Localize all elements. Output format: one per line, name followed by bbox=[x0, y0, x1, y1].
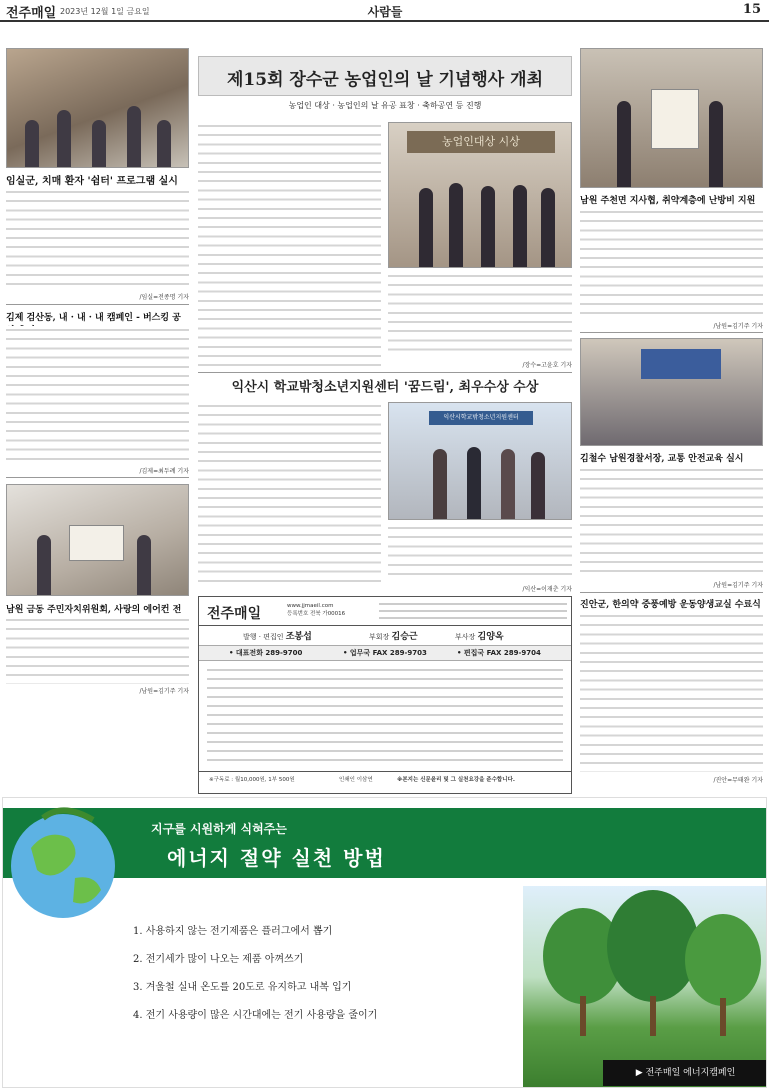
globe-illustration bbox=[3, 798, 133, 938]
tel-main: • 대표전화 289-9700 bbox=[229, 649, 303, 657]
right2-body bbox=[580, 466, 763, 576]
right1-body bbox=[580, 208, 763, 318]
energy-tip-3: 3. 겨울철 실내 온도를 20도로 유지하고 내복 입기 bbox=[133, 982, 352, 993]
right2-byline: /남원=김기주 기자 bbox=[713, 582, 763, 589]
issue-date: 2023년 12월 1일 금요일 bbox=[60, 7, 150, 16]
center2-byline: /익산=이재춘 기자 bbox=[522, 586, 572, 593]
center2-body-col1 bbox=[198, 402, 381, 588]
right3-title: 진안군, 한의약 중풍예방 운동양생교실 수료식 bbox=[580, 600, 761, 610]
main-title-box bbox=[198, 56, 572, 96]
main-body-col2 bbox=[388, 272, 572, 356]
main-photo-banner: 농업인대상 시상 bbox=[407, 131, 555, 153]
vice-name: 김승근 bbox=[391, 632, 418, 642]
branch-directory bbox=[207, 667, 563, 767]
energy-tip-2: 2. 전기세가 많이 나오는 제품 아껴쓰기 bbox=[133, 954, 304, 965]
left1-photo bbox=[6, 48, 189, 168]
main-subtitle: 농업인 대상 · 농업인의 날 유공 표창 · 축하공연 등 진행 bbox=[288, 101, 482, 110]
left1-title: 임실군, 치매 환자 '쉼터' 프로그램 실시 bbox=[6, 176, 178, 187]
left3-byline: /남원=김기주 기자 bbox=[139, 688, 189, 695]
publisher-name: 조봉섭 bbox=[285, 632, 312, 642]
page-header bbox=[0, 0, 769, 22]
tel-business: • 업무국 FAX 289-9703 bbox=[343, 649, 427, 657]
center2-body-col2 bbox=[388, 524, 572, 582]
masthead-ethics: ※본지는 신문윤리 및 그 실천요강을 준수합니다. bbox=[397, 777, 515, 783]
energy-headline: 에너지 절약 실천 방법 bbox=[167, 846, 386, 870]
section-name: 사람들 bbox=[367, 5, 403, 19]
energy-campaign-ad bbox=[2, 797, 767, 1088]
chief-name: 김양옥 bbox=[477, 632, 504, 642]
left3-body bbox=[6, 616, 189, 684]
left1-body bbox=[6, 188, 189, 288]
left2-body bbox=[6, 326, 189, 466]
left2-byline: /김제=최두례 기자 bbox=[139, 468, 189, 475]
masthead-reg: 등록번호 전북 가00016 bbox=[287, 611, 346, 617]
newspaper-logo: 전주매일 bbox=[6, 6, 57, 21]
main-photo bbox=[388, 122, 572, 268]
forest-illustration bbox=[523, 886, 767, 1088]
energy-kicker: 지구를 시원하게 식혀주는 bbox=[151, 822, 287, 836]
left2-title: 김제 검산동, 내 · 내 · 내 캠페인 - 버스킹 공 bbox=[6, 313, 181, 323]
right1-photo bbox=[580, 48, 763, 188]
main-body-col1 bbox=[198, 122, 381, 370]
right3-byline: /진안=무태완 기자 bbox=[713, 777, 763, 784]
right1-title: 남원 주천면 지사협, 취약계층에 난방비 지원 bbox=[580, 196, 756, 206]
center2-photo-banner: 익산시학교밖청소년지원센터 bbox=[429, 411, 533, 425]
center2-title: 익산시 학교밖청소년지원센터 '꿈드림', 최우수상 수상 bbox=[231, 380, 539, 395]
masthead-printer: 인쇄인 이삼연 bbox=[339, 777, 373, 783]
left3-photo bbox=[6, 484, 189, 596]
main-title: 제15회 장수군 농업인의 날 기념행사 개최 bbox=[226, 70, 543, 90]
vice-label: 부회장 bbox=[369, 633, 390, 641]
main-byline: /장수=고윤호 기자 bbox=[522, 362, 572, 369]
left1-byline: /임실=전종명 기자 bbox=[139, 294, 189, 301]
page-number: 15 bbox=[742, 2, 761, 17]
right1-byline: /남원=김기주 기자 bbox=[713, 323, 763, 330]
energy-tip-1: 1. 사용하지 않는 전기제품은 플러그에서 뽑기 bbox=[133, 926, 333, 937]
center2-photo bbox=[388, 402, 572, 520]
tel-editorial: • 편집국 FAX 289-9704 bbox=[457, 649, 541, 657]
energy-tip-4: 4. 전기 사용량이 많은 시간대에는 전기 사용량을 줄이기 bbox=[133, 1010, 378, 1021]
masthead-url: www.jjmaeil.com bbox=[287, 603, 334, 609]
right2-title: 김철수 남원경찰서장, 교통 안전교육 실시 bbox=[580, 454, 744, 464]
right2-photo bbox=[580, 338, 763, 446]
masthead-subscription: ※구독료 : 월10,000원, 1부 500원 bbox=[209, 777, 295, 783]
publisher-label: 발행 · 편집인 bbox=[243, 633, 284, 641]
masthead-name: 전주매일 bbox=[207, 606, 262, 622]
masthead-box bbox=[198, 596, 572, 794]
right3-body bbox=[580, 612, 763, 772]
energy-campaign-tag: ▶ 전주매일 에너지캠페인 bbox=[603, 1060, 767, 1086]
left3-title: 남원 금동 주민자치위원회, 사랑의 에어컨 전 bbox=[6, 605, 182, 615]
chief-label: 부사장 bbox=[455, 633, 476, 641]
